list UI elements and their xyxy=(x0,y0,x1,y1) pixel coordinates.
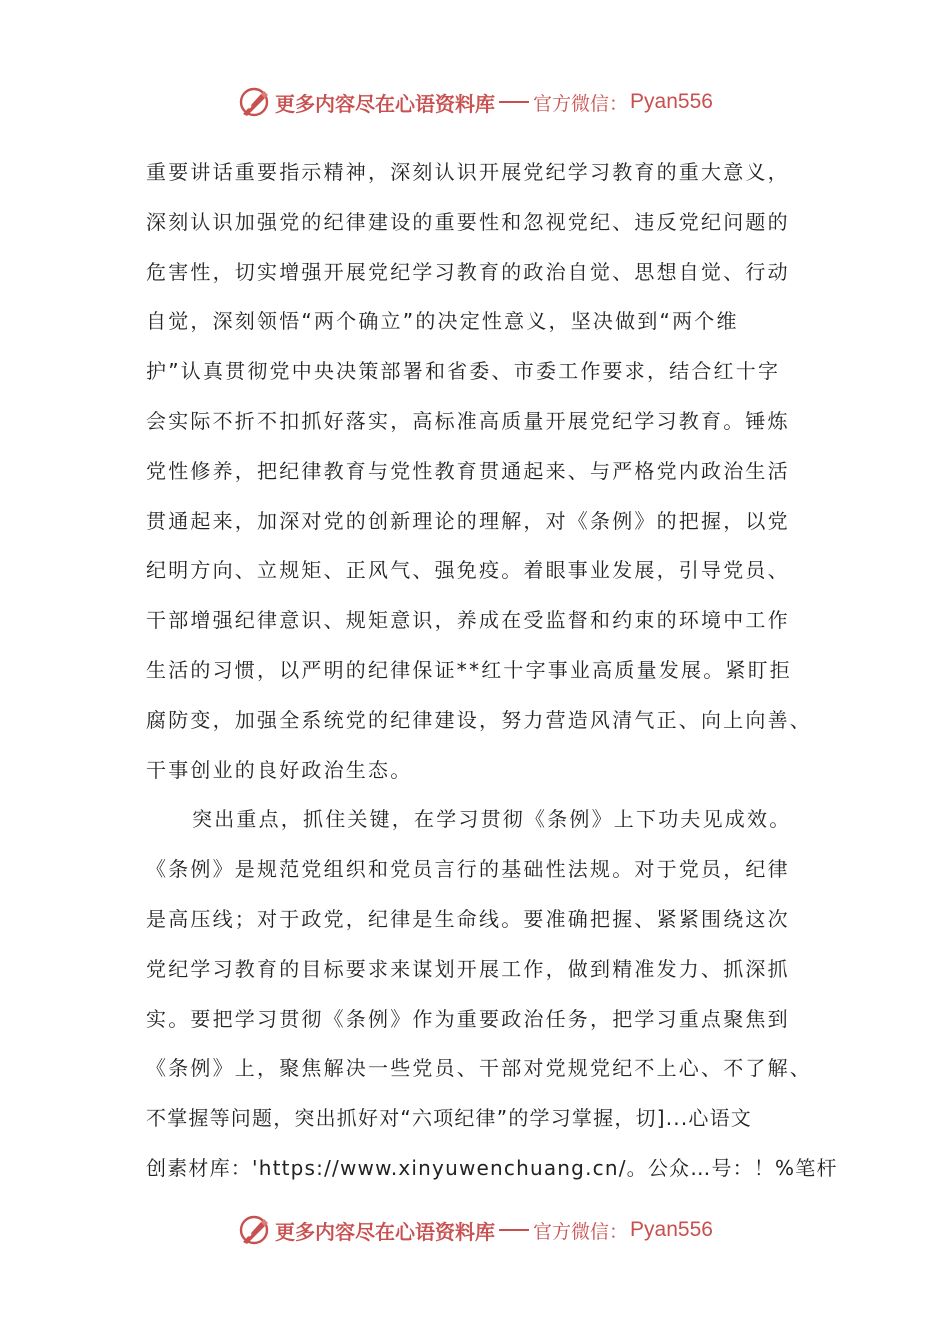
text-line: 会实际不折不扣抓好落实，高标准高质量开展党纪学习教育。锤炼 xyxy=(146,408,790,433)
text-line: 生活的习惯，以严明的纪律保证**红十字事业高质量发展。紧盯拒 xyxy=(146,657,792,682)
text-line: 贯通起来，加深对党的创新理论的理解，对《条例》的把握，以党 xyxy=(146,508,790,533)
footer-wechat-id: Pyan556 xyxy=(630,1218,713,1241)
text-line: 干事创业的良好政治生态。 xyxy=(146,757,413,782)
text-line: 干部增强纪律意识、规矩意识，养成在受监督和约束的环境中工作 xyxy=(146,608,790,633)
document-body xyxy=(146,148,838,1194)
text-line: 党纪学习教育的目标要求来谋划开展工作，做到精准发力、抓深抓 xyxy=(146,956,790,981)
text-line: 《条例》上，聚焦解决一些党员、干部对党规党纪不上心、不了解、 xyxy=(146,1056,812,1081)
footer-dash xyxy=(499,1229,529,1231)
text-line: 自觉，深刻领悟“两个确立”的决定性意义，坚决做到“两个维 xyxy=(146,309,739,334)
text-line: 是高压线；对于政党，纪律是生命线。要准确把握、紧紧围绕这次 xyxy=(146,906,790,931)
text-line: 深刻认识加强党的纪律建设的重要性和忽视党纪、违反党纪问题的 xyxy=(146,209,790,234)
text-line: 《条例》是规范党组织和党员言行的基础性法规。对于党员，纪律 xyxy=(146,857,790,882)
text-line: 创素材库：'https://www.xinyuwenchuang.cn/。公众…号：！%笔杆 xyxy=(146,1155,838,1180)
text-line: 危害性，切实增强开展党纪学习教育的政治自觉、思想自觉、行动 xyxy=(146,259,790,284)
text-line: 重要讲话重要指示精神，深刻认识开展党纪学习教育的重大意义， xyxy=(146,160,790,184)
footer-wechat-label: 官方微信： xyxy=(533,1220,629,1243)
text-line: 实。要把学习贯彻《条例》作为重要政治任务，把学习重点聚焦到 xyxy=(146,1006,790,1031)
pen-logo-icon xyxy=(237,85,271,119)
text-line: 腐防变，加强全系统党的纪律建设，努力营造风清气正、向上向善、 xyxy=(146,707,812,732)
header-wechat-label: 官方微信： xyxy=(533,92,629,115)
footer-banner xyxy=(0,1210,950,1250)
header-brand-text: 更多内容尽在心语资料库 xyxy=(275,91,496,116)
header-banner xyxy=(0,82,950,122)
pen-logo-icon xyxy=(237,1213,271,1247)
header-dash xyxy=(499,101,529,103)
header-wechat-id: Pyan556 xyxy=(630,90,713,113)
text-line: 护”认真贯彻党中央决策部署和省委、市委工作要求，结合红十字 xyxy=(146,359,781,384)
text-line: 纪明方向、立规矩、正风气、强免疫。着眼事业发展，引导党员、 xyxy=(146,558,790,583)
text-line: 不掌握等问题，突出抓好对“六项纪律”的学习掌握，切]...心语文 xyxy=(146,1106,752,1131)
paragraph-first-line: 突出重点，抓住关键，在学习贯彻《条例》上下功夫见成效。 xyxy=(192,807,792,832)
text-line: 党性修养，把纪律教育与党性教育贯通起来、与严格党内政治生活 xyxy=(146,458,790,483)
footer-brand-text: 更多内容尽在心语资料库 xyxy=(275,1219,496,1244)
